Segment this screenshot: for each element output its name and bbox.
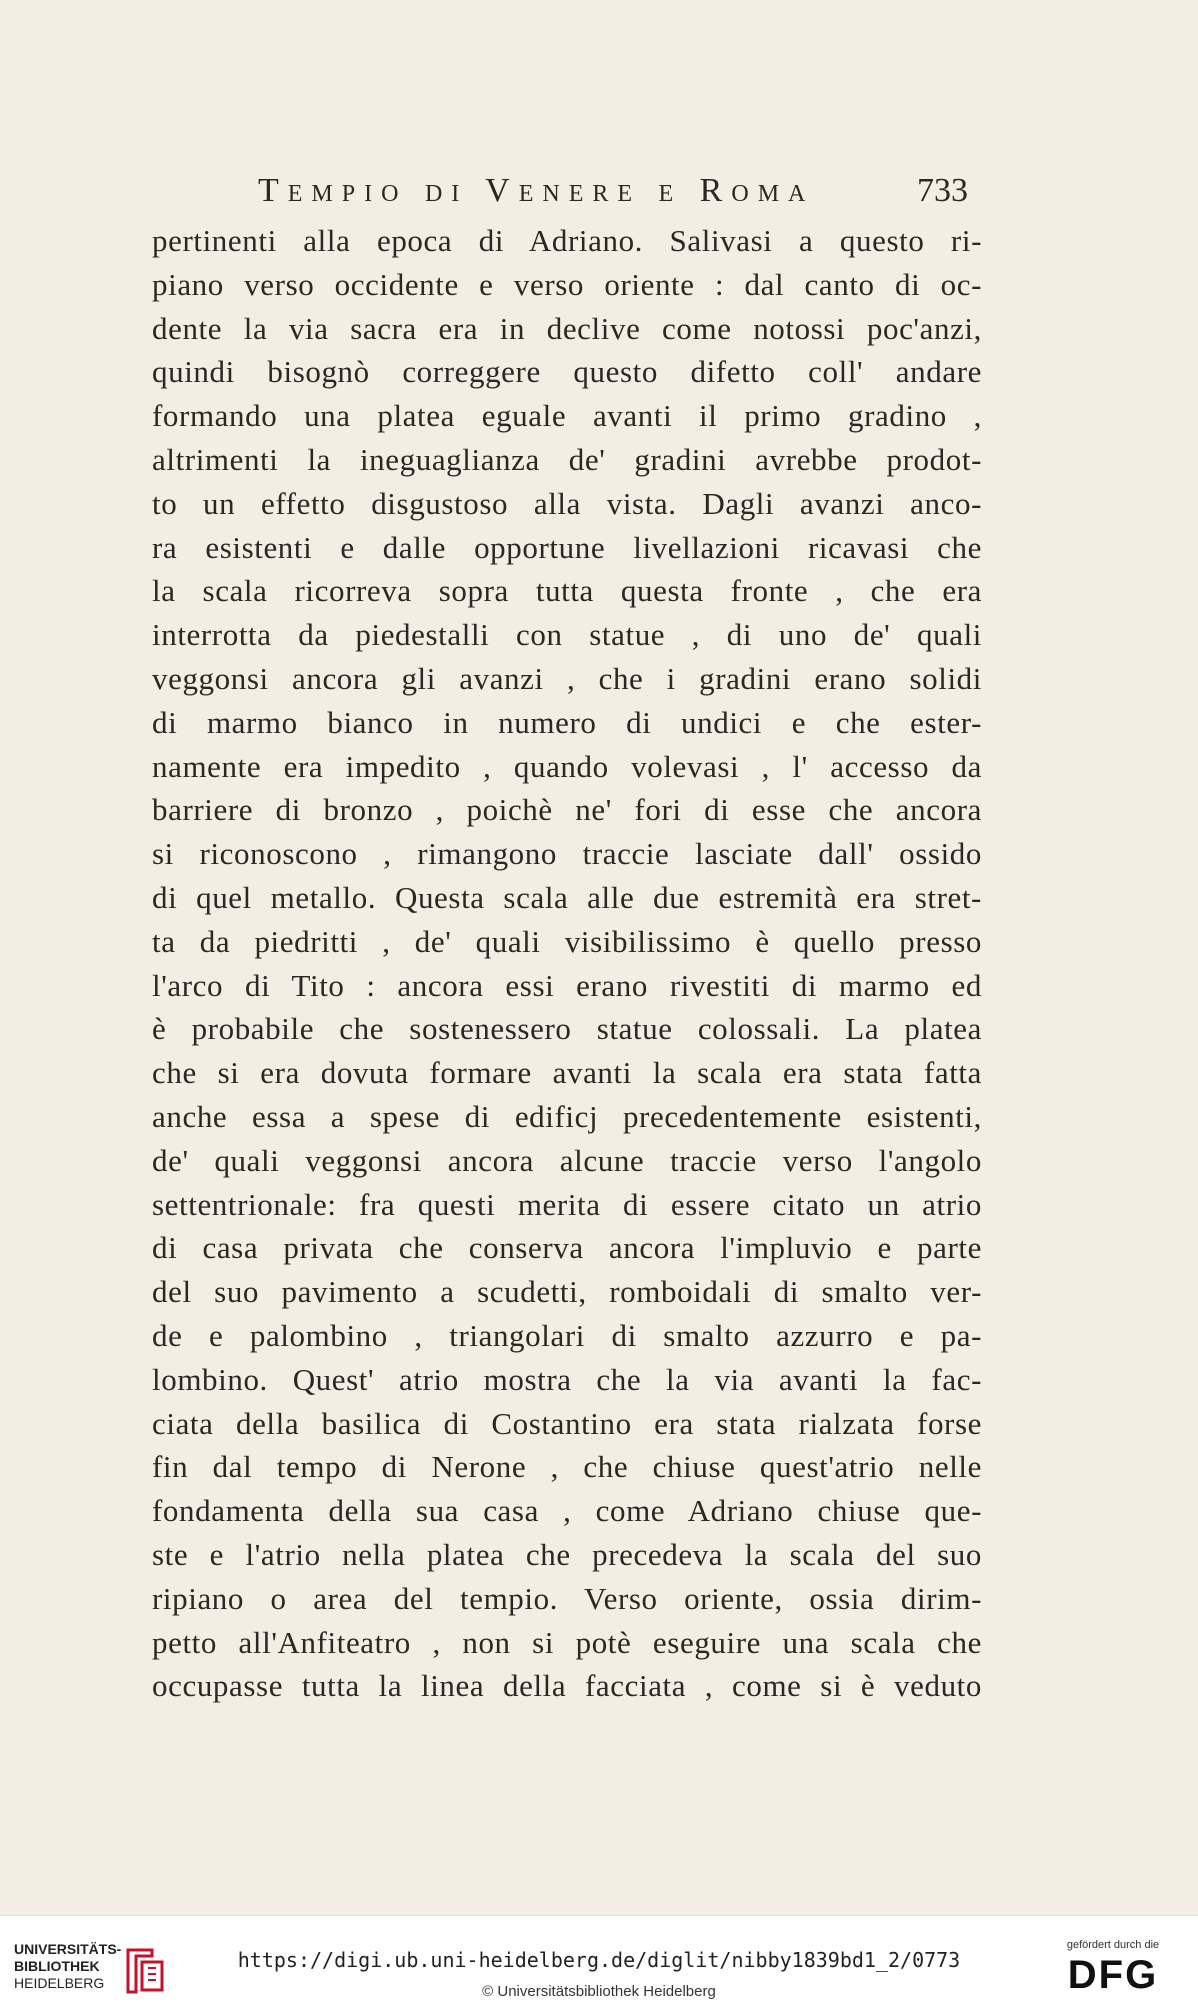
text-line: formando una platea eguale avanti il primo gradino , xyxy=(152,398,982,434)
text-line: anche essa a spese di edificj precedentemente esistenti, xyxy=(152,1098,982,1134)
text-line: che si era dovuta formare avanti la scala era stata fatta xyxy=(152,1055,982,1091)
footer-bar xyxy=(0,1915,1198,2009)
library-name-line1: UNIVERSITÄTS- xyxy=(14,1941,122,1957)
text-line: l'arco di Tito : ancora essi erano rivestiti di marmo ed xyxy=(152,967,982,1003)
dfg-wordmark: DFG xyxy=(1067,1953,1159,1997)
text-line: quindi bisognò correggere questo difetto coll' andare xyxy=(152,354,982,390)
text-line: ciata della basilica di Costantino era stata rialzata forse xyxy=(152,1405,982,1441)
text-line: settentrionale: fra questi merita di essere citato un atrio xyxy=(152,1186,982,1222)
dfg-logo[interactable] xyxy=(1048,1938,1178,2002)
text-line: ste e l'atrio nella platea che precedeva la scala del suo xyxy=(152,1536,982,1572)
funding-note: gefördert durch die xyxy=(1066,1939,1160,1951)
text-line: namente era impedito , quando volevasi , l' accesso da xyxy=(152,748,982,784)
text-line: veggonsi ancora gli avanzi , che i gradini erano solidi xyxy=(152,660,982,696)
text-line: altrimenti la ineguaglianza de' gradini avrebbe prodot- xyxy=(152,441,982,477)
text-line: fin dal tempo di Nerone , che chiuse quest'atrio nelle xyxy=(152,1449,982,1485)
text-line: petto all'Anfiteatro , non si potè eseguire una scala che xyxy=(152,1624,982,1660)
text-line: de' quali veggonsi ancora alcune traccie verso l'angolo xyxy=(152,1142,982,1178)
text-line: interrotta da piedestalli con statue , di uno de' quali xyxy=(152,617,982,653)
text-line: è probabile che sostenessero statue colossali. La platea xyxy=(152,1011,982,1047)
text-line: dente la via sacra era in declive come notossi poc'anzi, xyxy=(152,310,982,346)
page-header xyxy=(258,172,978,216)
text-line: de e palombino , triangolari di smalto azzurro e pa- xyxy=(152,1317,982,1353)
running-title: Tempio di Venere e Roma xyxy=(258,172,815,209)
text-line: to un effetto disgustoso alla vista. Dagli avanzi anco- xyxy=(152,485,982,521)
text-line: piano verso occidente e verso oriente : dal canto di oc- xyxy=(152,266,982,302)
library-name-line2: BIBLIOTHEK xyxy=(14,1958,100,1974)
text-line: di quel metallo. Questa scala alle due estremità era stret- xyxy=(152,879,982,915)
text-line: fondamenta della sua casa , come Adriano chiuse que- xyxy=(152,1493,982,1529)
text-line: barriere di bronzo , poichè ne' fori di esse che ancora xyxy=(152,792,982,828)
text-line: di casa privata che conserva ancora l'impluvio e parte xyxy=(152,1230,982,1266)
text-line: ripiano o area del tempio. Verso oriente, ossia dirim- xyxy=(152,1580,982,1616)
text-line: ra esistenti e dalle opportune livellazioni ricavasi che xyxy=(152,529,982,565)
body-text xyxy=(152,219,982,1708)
text-line: occupasse tutta la linea della facciata , come si è veduto xyxy=(152,1668,982,1704)
text-line: del suo pavimento a scudetti, romboidali di smalto ver- xyxy=(152,1274,982,1310)
permalink-url[interactable]: https://digi.ub.uni-heidelberg.de/diglit/nibby1839bd1_2/0773 xyxy=(237,1948,961,1972)
page-number: 733 xyxy=(917,172,968,209)
text-line: ta da piedritti , de' quali visibilissimo è quello presso xyxy=(152,923,982,959)
copyright-notice: © Universitätsbibliothek Heidelberg xyxy=(482,1983,716,2000)
library-name-line3: HEIDELBERG xyxy=(14,1975,105,1991)
text-line: si riconoscono , rimangono traccie lasciate dall' ossido xyxy=(152,836,982,872)
text-line: pertinenti alla epoca di Adriano. Salivasi a questo ri- xyxy=(152,223,982,258)
text-line: di marmo bianco in numero di undici e che ester- xyxy=(152,704,982,740)
text-line: la scala ricorreva sopra tutta questa fronte , che era xyxy=(152,573,982,609)
text-line: lombino. Quest' atrio mostra che la via avanti la fac- xyxy=(152,1361,982,1397)
